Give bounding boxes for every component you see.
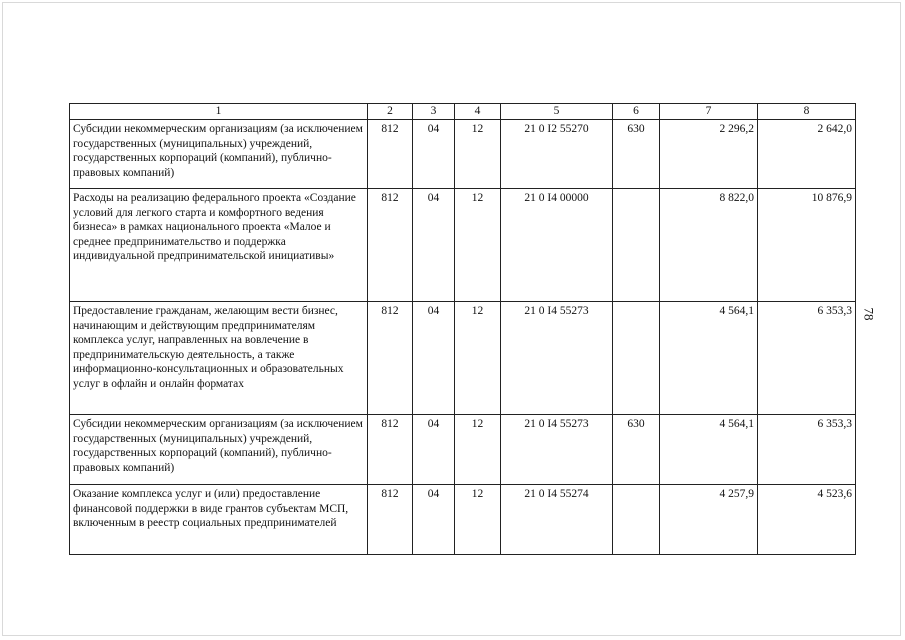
row-admin-code: 812 bbox=[368, 120, 413, 189]
header-col-4: 4 bbox=[455, 104, 501, 120]
row-name: Субсидии некоммерческим организациям (за исключением государственных (муниципальных) учреждений, государственных корпораций (компаний), публично-правовых компаний) bbox=[70, 120, 368, 189]
row-amount-2: 4 523,6 bbox=[758, 485, 856, 555]
row-amount-1: 4 564,1 bbox=[660, 302, 758, 415]
row-amount-1: 4 257,9 bbox=[660, 485, 758, 555]
row-subsection: 12 bbox=[455, 302, 501, 415]
budget-table bbox=[69, 103, 856, 555]
table-row bbox=[70, 120, 856, 189]
row-subsection: 12 bbox=[455, 189, 501, 302]
row-amount-2: 2 642,0 bbox=[758, 120, 856, 189]
row-section: 04 bbox=[413, 415, 455, 485]
table-row bbox=[70, 485, 856, 555]
row-name: Субсидии некоммерческим организациям (за исключением государственных (муниципальных) учреждений, государственных корпораций (компаний), публично-правовых компаний) bbox=[70, 415, 368, 485]
header-col-1: 1 bbox=[70, 104, 368, 120]
row-name: Оказание комплекса услуг и (или) предоставление финансовой поддержки в виде грантов субъектам МСП, включенным в реестр социальных предпринимателей bbox=[70, 485, 368, 555]
row-target-article: 21 0 I2 55270 bbox=[501, 120, 613, 189]
table-row bbox=[70, 302, 856, 415]
row-admin-code: 812 bbox=[368, 189, 413, 302]
header-row bbox=[70, 104, 856, 120]
row-expense-type bbox=[613, 189, 660, 302]
header-col-3: 3 bbox=[413, 104, 455, 120]
header-col-8: 8 bbox=[758, 104, 856, 120]
row-expense-type bbox=[613, 485, 660, 555]
row-section: 04 bbox=[413, 120, 455, 189]
page-number: 78 bbox=[861, 307, 877, 321]
header-col-6: 6 bbox=[613, 104, 660, 120]
row-amount-2: 6 353,3 bbox=[758, 302, 856, 415]
row-target-article: 21 0 I4 55273 bbox=[501, 302, 613, 415]
row-expense-type: 630 bbox=[613, 415, 660, 485]
row-amount-1: 4 564,1 bbox=[660, 415, 758, 485]
header-col-5: 5 bbox=[501, 104, 613, 120]
row-name: Предоставление гражданам, желающим вести бизнес, начинающим и действующим предпринимателям комплекса услуг, направленных на вовлечение в предпринимательскую деятельность, а также информационно-консультационных и образовательных услуг в офлайн и онлайн форматах bbox=[70, 302, 368, 415]
row-target-article: 21 0 I4 00000 bbox=[501, 189, 613, 302]
row-target-article: 21 0 I4 55273 bbox=[501, 415, 613, 485]
row-section: 04 bbox=[413, 485, 455, 555]
row-expense-type bbox=[613, 302, 660, 415]
header-col-7: 7 bbox=[660, 104, 758, 120]
table-row bbox=[70, 415, 856, 485]
row-expense-type: 630 bbox=[613, 120, 660, 189]
row-subsection: 12 bbox=[455, 120, 501, 189]
table-row bbox=[70, 189, 856, 302]
row-target-article: 21 0 I4 55274 bbox=[501, 485, 613, 555]
row-admin-code: 812 bbox=[368, 415, 413, 485]
row-amount-2: 10 876,9 bbox=[758, 189, 856, 302]
row-amount-1: 2 296,2 bbox=[660, 120, 758, 189]
row-amount-2: 6 353,3 bbox=[758, 415, 856, 485]
row-section: 04 bbox=[413, 189, 455, 302]
row-subsection: 12 bbox=[455, 415, 501, 485]
row-name: Расходы на реализацию федерального проекта «Создание условий для легкого старта и комфортного ведения бизнеса» в рамках национального проекта «Малое и среднее предпринимательство и поддержка индивидуальной предпринимательской инициативы» bbox=[70, 189, 368, 302]
row-section: 04 bbox=[413, 302, 455, 415]
row-amount-1: 8 822,0 bbox=[660, 189, 758, 302]
row-subsection: 12 bbox=[455, 485, 501, 555]
row-admin-code: 812 bbox=[368, 485, 413, 555]
header-col-2: 2 bbox=[368, 104, 413, 120]
row-admin-code: 812 bbox=[368, 302, 413, 415]
